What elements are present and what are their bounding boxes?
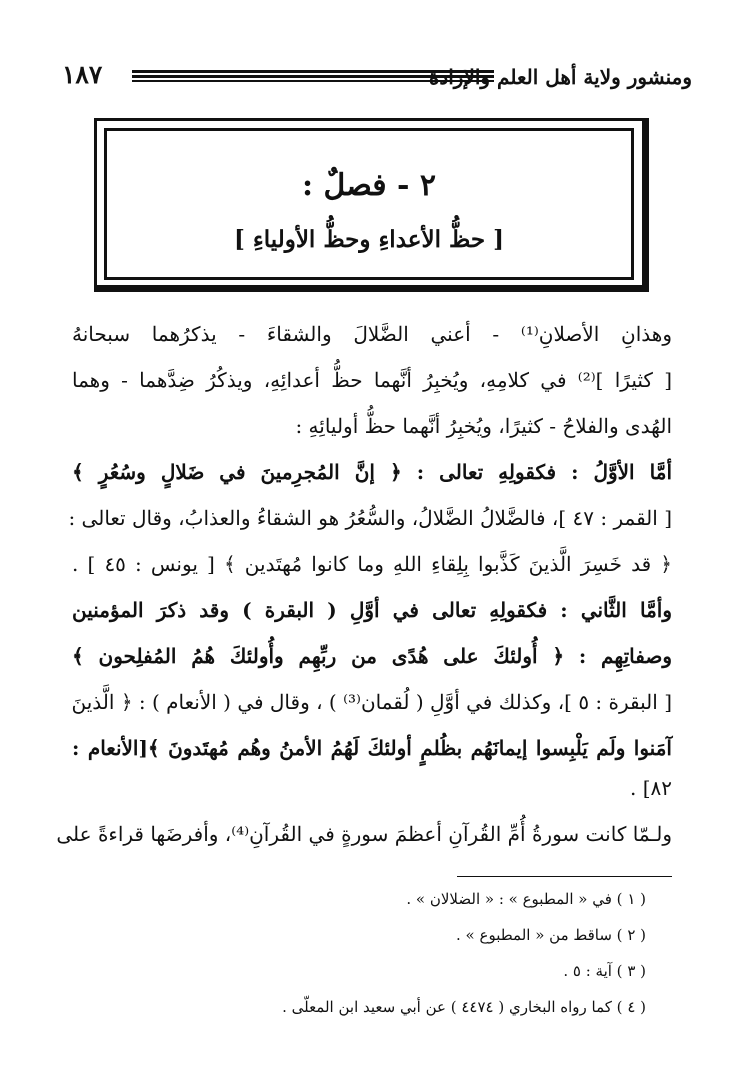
footnote-4: ( ٤ ) كما رواه البخاري ( ٤٤٧٤ ) عن أبي سعيد ابن المعلّى . [282, 998, 646, 1016]
chapter-subtitle: [ حظُّ الأعداءِ وحظُّ الأولياءِ ] [234, 226, 504, 253]
body-line-1: وهذانِ الأصلانِ⁽¹⁾ - أعني الضَّلالَ والشقاءَ - يذكرُهما سبحانهُ [72, 322, 672, 346]
running-header [62, 60, 692, 94]
body-line-12: ولـمّا كانت سورةُ أُمِّ القُرآنِ أعظمَ سورةٍ في القُرآنِ⁽⁴⁾، وأفرضَها قراءةً على [56, 822, 672, 846]
body-line-6: ﴿ قد خَسِرَ الَّذينَ كَذَّبوا بِلِقاءِ اللهِ وما كانوا مُهتَدين ﴾ [ يونس : ٤٥ ] . [72, 552, 673, 576]
body-line-2: [ كثيرًا ]⁽²⁾ في كلامِهِ، ويُخبِرُ أنَّهما حظُّ أعدائِهِ، ويذكُرُ ضِدَّهما - وهما [72, 368, 672, 392]
body-line-3: الهُدى والفلاحُ - كثيرًا، ويُخبِرُ أنَّهما حظُّ أوليائِهِ : [295, 414, 672, 438]
body-line-10: آمَنوا ولَم يَلْبِسوا إيمانَهُم بظُلمٍ أولئكَ لَهُمُ الأمنُ وهُم مُهتَدونَ ﴾[الأنعام : [72, 736, 672, 760]
running-title: ومنشور ولاية أهل العلم والإرادة [428, 65, 692, 89]
body-line-11: ٨٢] . [629, 776, 672, 800]
body-line-4: أمَّا الأوَّلُ : فكقولِهِ تعالى : ﴿ إنَّ المُجرِمينَ في ضَلالٍ وسُعُرٍ ﴾ [72, 460, 672, 484]
chapter-title: ٢ - فصلٌ : [301, 168, 437, 203]
footnote-2: ( ٢ ) ساقط من « المطبوع » . [456, 926, 646, 944]
footnote-rule [457, 876, 672, 877]
footnote-1: ( ١ ) في « المطبوع » : « الضلالان » . [406, 890, 646, 908]
page-number: ١٨٧ [62, 60, 103, 89]
body-line-5: [ القمر : ٤٧ ]، فالضَّلالُ الضَّلالُ، والسُّعُرُ هو الشقاءُ والعذابُ، وقال تعالى : [68, 506, 672, 530]
body-line-8: وصفاتِهِم : ﴿ أُولئكَ على هُدًى من ربِّهِم وأُولئكَ هُمُ المُفلِحون ﴾ [72, 644, 672, 668]
footnote-3: ( ٣ ) آية : ٥ . [563, 962, 646, 980]
body-line-9: [ البقرة : ٥ ]، وكذلك في أوَّلِ ( لُقمان⁽³⁾ ) ، وقال في ( الأنعام ) : ﴿ الَّذينَ [71, 690, 672, 714]
body-line-7: وأمَّا الثَّاني : فكقولِهِ تعالى في أوَّلِ ( البقرة ) وقد ذكرَ المؤمنين [72, 598, 672, 622]
